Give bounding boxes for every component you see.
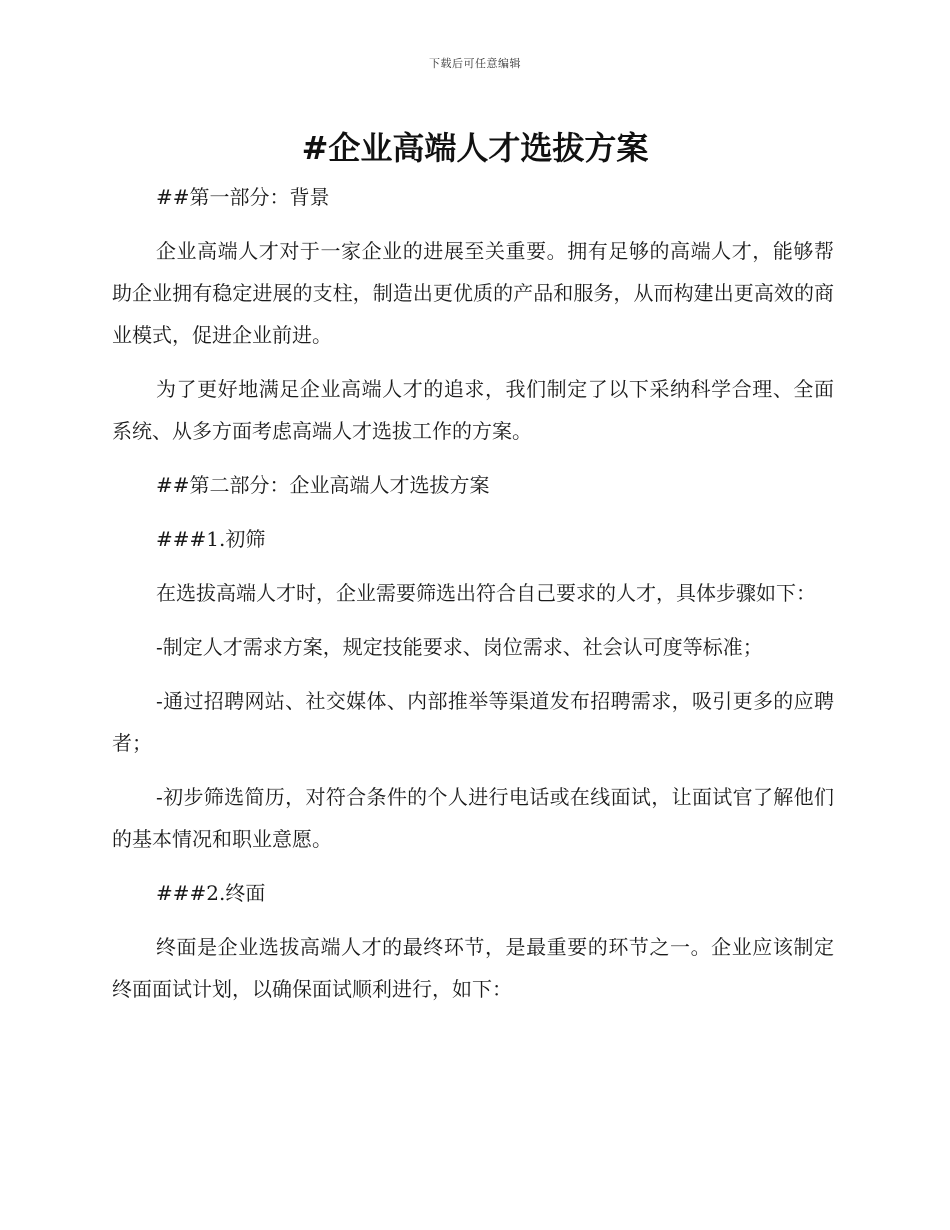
subsection-heading-screening: ###1.初筛 bbox=[156, 527, 266, 551]
section-heading-background: ##第一部分：背景 bbox=[156, 185, 330, 209]
list-item-resume-screening: -初步筛选简历，对符合条件的个人进行电话或在线面试，让面试官了解他们的基本情况和职业意愿。 bbox=[112, 785, 834, 851]
paragraph-final-interview: 终面是企业选拔高端人才的最终环节，是最重要的环节之一。企业应该制定终面面试计划，以确保面试顺利进行，如下： bbox=[112, 935, 834, 1001]
list-item-channels: -通过招聘网站、社交媒体、内部推举等渠道发布招聘需求，吸引更多的应聘者； bbox=[112, 689, 834, 755]
paragraph-purpose: 为了更好地满足企业高端人才的追求，我们制定了以下采纳科学合理、全面系统、从多方面考虑高端人才选拔工作的方案。 bbox=[112, 377, 834, 443]
subsection-heading-final-interview: ###2.终面 bbox=[156, 881, 266, 905]
paragraph-importance: 企业高端人才对于一家企业的进展至关重要。拥有足够的高端人才，能够帮助企业拥有稳定进展的支柱，制造出更优质的产品和服务，从而构建出更高效的商业模式，促进企业前进。 bbox=[112, 239, 834, 347]
section-heading-plan: ##第二部分：企业高端人才选拔方案 bbox=[156, 473, 490, 497]
document-title: #企业高端人才选拔方案 bbox=[301, 129, 649, 167]
list-item-requirements: -制定人才需求方案，规定技能要求、岗位需求、社会认可度等标准； bbox=[156, 635, 763, 659]
header-note: 下载后可任意编辑 bbox=[429, 57, 521, 70]
document-body bbox=[112, 176, 834, 1022]
paragraph-screening-intro: 在选拔高端人才时，企业需要筛选出符合自己要求的人才，具体步骤如下： bbox=[156, 581, 816, 605]
